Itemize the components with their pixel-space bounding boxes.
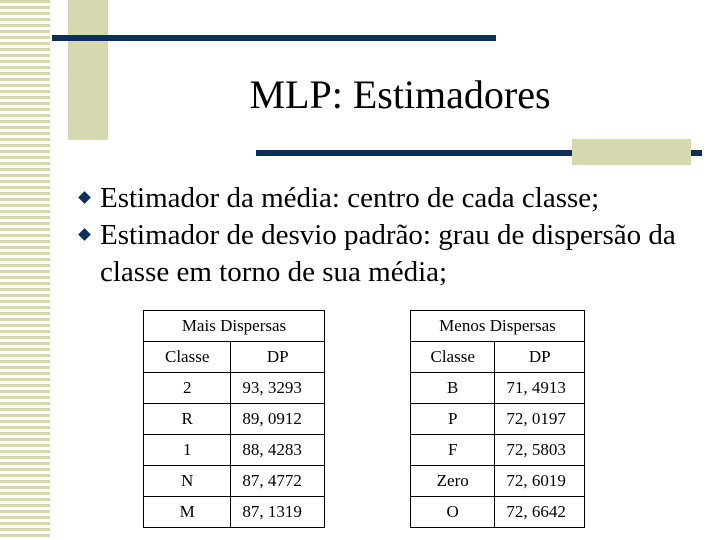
class-cell: P (411, 404, 495, 435)
dp-cell: 72, 0197 (495, 404, 585, 435)
bullet-item-mean (78, 180, 698, 217)
column-header-dp: DP (495, 342, 585, 373)
dp-cell: 87, 1319 (231, 497, 325, 528)
table-row (144, 404, 325, 435)
class-cell: 2 (144, 373, 231, 404)
decorative-line-top (52, 35, 496, 41)
class-cell: 1 (144, 435, 231, 466)
class-cell: M (144, 497, 231, 528)
class-cell: B (411, 373, 495, 404)
table-heading: Mais Dispersas (144, 311, 325, 342)
table-row (411, 373, 585, 404)
diamond-bullet-icon (78, 228, 91, 241)
table-more-dispersed (143, 310, 325, 528)
table-row (411, 497, 585, 528)
column-header-class: Classe (411, 342, 495, 373)
class-cell: Zero (411, 466, 495, 497)
class-cell: O (411, 497, 495, 528)
bullet-item-std-dev (78, 217, 698, 291)
dp-cell: 72, 6019 (495, 466, 585, 497)
dp-cell: 72, 6642 (495, 497, 585, 528)
dp-cell: 72, 5803 (495, 435, 585, 466)
dp-cell: 87, 4772 (231, 466, 325, 497)
diamond-bullet-icon (78, 191, 91, 204)
column-header-dp: DP (231, 342, 325, 373)
class-cell: F (411, 435, 495, 466)
class-cell: N (144, 466, 231, 497)
table-row (144, 466, 325, 497)
table-less-dispersed (410, 310, 585, 528)
table-row (411, 404, 585, 435)
dp-cell: 89, 0912 (231, 404, 325, 435)
class-cell: R (144, 404, 231, 435)
column-header-class: Classe (144, 342, 231, 373)
table-row (411, 466, 585, 497)
table-row (144, 497, 325, 528)
decorative-block-bottom (572, 139, 691, 165)
dp-cell: 93, 3293 (231, 373, 325, 404)
dp-cell: 71, 4913 (495, 373, 585, 404)
table-row (144, 435, 325, 466)
dp-cell: 88, 4283 (231, 435, 325, 466)
table-heading: Menos Dispersas (411, 311, 585, 342)
bullet-list (78, 180, 698, 291)
decorative-block-top (68, 0, 108, 140)
slide-title: MLP: Estimadores (249, 72, 551, 117)
bullet-text: Estimador da média: centro de cada classe; (100, 182, 600, 214)
bullet-text: Estimador de desvio padrão: grau de dispersão da classe em torno de sua média; (100, 219, 676, 288)
decorative-stripes (0, 0, 50, 540)
table-row (411, 435, 585, 466)
table-row (144, 373, 325, 404)
